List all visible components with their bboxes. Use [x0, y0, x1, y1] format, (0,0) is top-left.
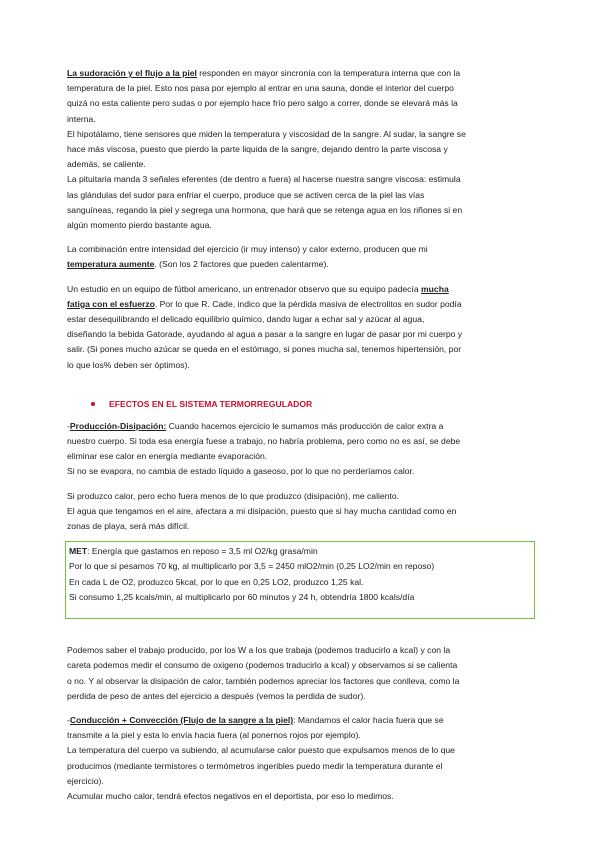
paragraph-gatorade: Un estudio en un equipo de fútbol americano, un entrenador observo que su equipo padecía mucha fatiga con el esfuerzo. Por lo que R. Cade, indico que la pérdida masiva de electrolitos en sudor podía estar desequilibrando el delicado equilibrio químico, dando lugar a echar sal y azúcar al agua, diseñando la bebida Gatorade, ayudando al agua a pasar a la sangre en lugar de pasar por mi cuerpo y salir. (Si pones mucho azúcar se queda en el estómago, si pones mucha sal, tenemos hipertensión, por lo que los% deben ser óptimos). — [67, 283, 463, 370]
bullet-icon — [91, 402, 95, 406]
met-callout-box: MET: Energía que gastamos en reposo = 3,5 ml O2/kg grasa/min Por lo que si pesamos 70 kg, al multiplicarlo por 3,5 = 2450 mlO2/min (0,25 LO2/min en reposo) En cada L de O2, produzco 5kcal, por lo que en 0,25 LO2, produzco 1,25 kal. Si consumo 1,25 kcals/min, al multiplicarlo por 60 minutos y 24 h, obtendría 1800 kcals/día — [65, 541, 535, 619]
paragraph-calor: Si produzco calor, pero echo fuera menos de lo que produzco (disipación), me caliento. El agua que tengamos en el aire, afectara a mi disipación, puesto que si hay mucha cantidad como en zonas de playa, será más difícil. — [67, 490, 457, 532]
emphasis-fatiga: fatiga con el esfuerzo — [67, 298, 155, 309]
section-heading-termorregulador: EFECTOS EN EL SISTEMA TERMORREGULADOR — [67, 397, 535, 412]
paragraph-pituitaria: La pituitaria manda 3 señales eferentes (de dentro a fuera) al hacerse nuestra sangre viscosa: estimula las glándulas del sudor para enfriar el cuerpo, produce que se activen cerca de la piel las vías sanguíneas, regando la piel y segrega una hormona, que hará que se retenga agua en los riñones si en algún momento pierdo bastante agua. — [67, 174, 463, 231]
met-label: MET — [69, 546, 88, 557]
heading-inline-produccion: Producción-Disipación: — [69, 420, 167, 431]
heading-inline-conduccion: Conducción + Convección (Flujo de la sangre a la piel) — [69, 714, 294, 725]
emphasis-mucha: mucha — [421, 283, 449, 294]
paragraph-combinacion: La combinación entre intensidad del ejercicio (ir muy intenso) y calor externo, producen que mi temperatura aumente. (Son los 2 factores que pueden calentarme). — [67, 244, 428, 270]
paragraph-sudoracion: La sudoración y el flujo a la piel responden en mayor sincronía con la temperatura interna que con la temperatura de la piel. Esto nos pasa por ejemplo al entrar en una sauna, donde el interior del cuerpo quizá no esta caliente pero sudas o por ejemplo hace frío pero salgo a correr, donde se elevará más la interna. — [67, 68, 461, 124]
heading-inline-sudoracion: La sudoración y el flujo a la piel — [67, 68, 197, 78]
paragraph-trabajo: Podemos saber el trabajo producido, por los W a los que trabaja (podemos traducirlo a kcal) y con la careta podemos medir el consumo de oxigeno (podemos traducirlo a kcal) y observamos si se calienta o no. Y al observar la disipación de calor, también podemos apreciar los factores que conlleva, como la perdida de peso de antes del ejercicio a después (vemos la perdida de sudor). — [67, 645, 460, 701]
paragraph-produccion-disipacion: -Producción-Disipación: Cuando hacemos ejercicio le sumamos más producción de calor extra a nuestro cuerpo. Si toda esa energía fuese a trabajo, no habría problema, pero como no es así, se debe eliminar ese calor en energía mediante evaporación. Si no se evapora, no cambia de estado líquido a gaseoso, por lo que no perderíamos calor. — [67, 420, 461, 477]
paragraph-conduccion: -Conducción + Convección (Flujo de la sangre a la piel): Mandamos el calor hacia fuera que se transmite a la piel y esta lo envía hacia fuera (al ponernos rojos por ejemplo). La temperatura del cuerpo va subiendo, al acumularse calor puesto que expulsamos menos de lo que producimos (mediante termistores o termómetros ingeribles puedo medir la temperatura durante el ejercicio). Acumular mucho calor, tendrá efectos negativos en el deportista, por eso lo medimos. — [67, 714, 455, 801]
document-body — [67, 66, 535, 804]
emphasis-temperatura: temperatura aumente — [67, 259, 155, 270]
paragraph-hipotalamo: El hipotálamo, tiene sensores que miden la temperatura y viscosidad de la sangre. Al sudar, la sangre se hace más viscosa, puesto que pierdo la parte liquida de la sangre, dejando dentro la parte viscosa y además, se caliente. — [67, 128, 466, 170]
